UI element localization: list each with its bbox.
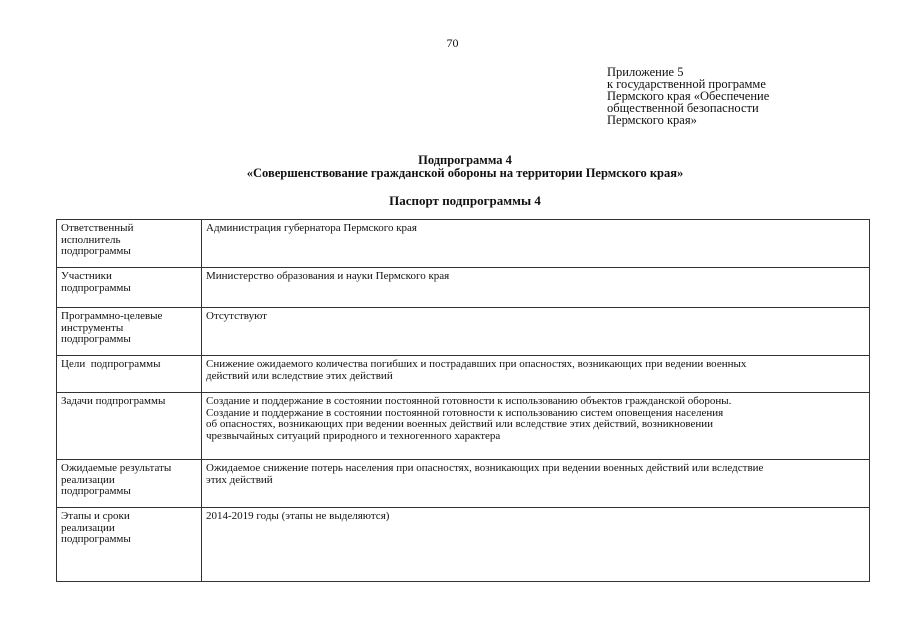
value-line: Создание и поддержание в состоянии постоянной готовности к использованию систем оповещения населения [206,406,724,419]
table-row [57,220,870,268]
row-value [202,508,870,582]
appendix-line: Пермского края» [607,113,697,127]
subprogram-title-line2: «Совершенствование гражданской обороны на территории Пермского края» [246,166,684,180]
subprogram-title-line1: Подпрограмма 4 [418,153,512,167]
value-line: Снижение ожидаемого количества погибших и пострадавших при опасностях, возникающих при ведении военных [206,358,747,370]
row-value [202,356,870,393]
value-line: Создание и поддержание в состоянии постоянной готовности к использованию объектов гражданской обороны. [206,395,732,407]
label-line: подпрограммы [61,281,131,294]
row-label [57,460,202,508]
label-line: Ожидаемые результаты [61,462,172,474]
row-value [202,220,870,268]
label-line: Этапы и сроки [61,510,130,522]
label-line: подпрограммы [61,333,131,345]
row-label [57,220,202,268]
value-line: Ожидаемое снижение потерь населения при опасностях, возникающих при ведении военных действий или вследствие [206,462,764,474]
value-line: Министерство образования и науки Пермского края [206,270,450,282]
row-value [202,268,870,308]
value-line: 2014-2019 годы (этапы не выделяются) [206,510,390,522]
row-value [202,308,870,356]
passport-title: Паспорт подпрограммы 4 [389,193,541,208]
label-line: реализации [61,473,115,486]
label-line: Участники [61,270,112,282]
table-row [57,393,870,460]
row-value [202,460,870,508]
page-number: 70 [446,36,459,50]
appendix-line: общественной безопасности [607,101,759,115]
label-line: подпрограммы [61,485,131,497]
row-label [57,268,202,308]
row-label [57,508,202,582]
passport-table [56,219,870,582]
value-line: этих действий [206,473,273,486]
subprogram-title [0,154,905,180]
value-line: Отсутствуют [206,310,267,322]
row-label [57,308,202,356]
value-line: чрезвычайных ситуаций природного и техногенного характера [206,429,501,442]
row-label [57,356,202,393]
label-line: Программно-целевые [61,310,163,322]
table-row [57,460,870,508]
label-line: инструменты [61,321,124,334]
value-line: действий или вследствие этих действий [206,369,393,382]
label-line: Задачи подпрограммы [61,395,166,407]
label-line: Цели подпрограммы [61,358,161,370]
appendix-note [607,66,897,126]
label-line: исполнитель [61,233,121,246]
label-line: подпрограммы [61,245,131,257]
value-line: Администрация губернатора Пермского края [206,222,417,234]
appendix-line: Приложение 5 [607,65,684,79]
table-row [57,356,870,393]
label-line: реализации [61,521,115,534]
appendix-line: Пермского края «Обеспечение [607,89,770,103]
appendix-line: к государственной программе [607,77,766,91]
row-label [57,393,202,460]
label-line: подпрограммы [61,533,131,545]
table-row [57,308,870,356]
table-row [57,268,870,308]
row-value [202,393,870,460]
value-line: об опасностях, возникающих при ведении военных действий или вследствие этих действий, возникновении [206,418,714,430]
table-row [57,508,870,582]
label-line: Ответственный [61,222,134,234]
